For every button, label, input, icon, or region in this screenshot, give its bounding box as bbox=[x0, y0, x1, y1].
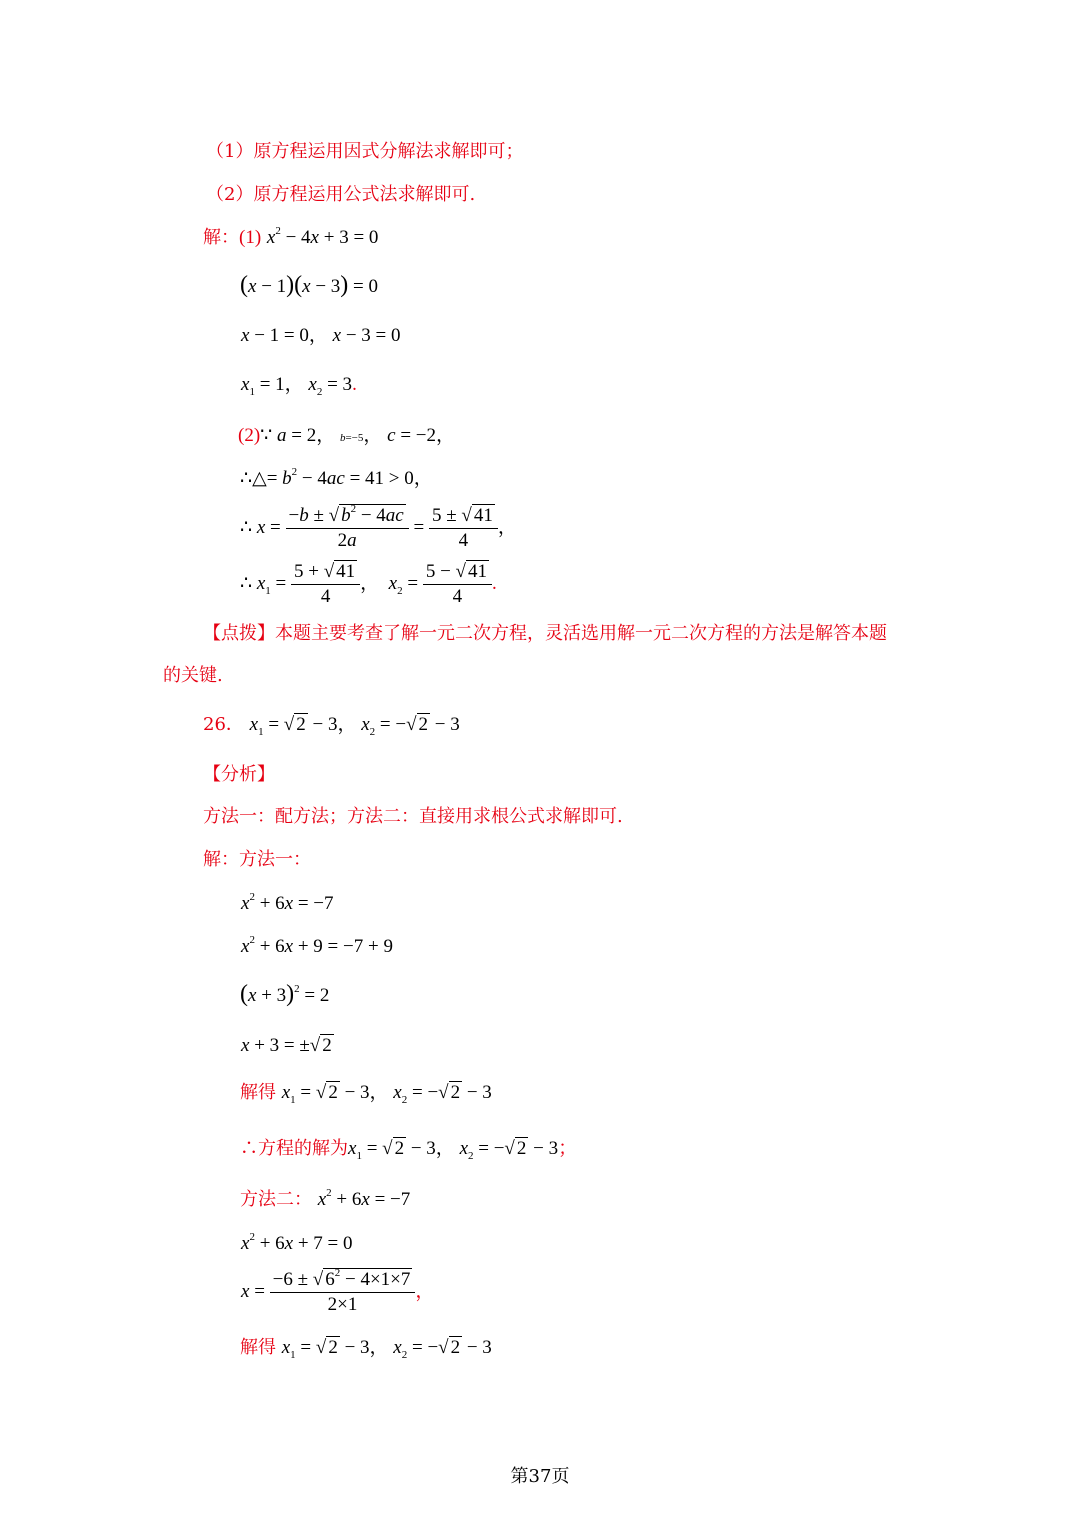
q26-step-6-prefix: ∴方程的解为 bbox=[240, 1138, 348, 1159]
equation-factored: (x − 1)(x − 3) = 0 bbox=[240, 272, 379, 298]
q26-step-4: x + 3 = ±√ 2 bbox=[241, 1035, 332, 1056]
equation-coefficients: (2)∵ a = 2， b=−5， c = −2， bbox=[238, 425, 456, 446]
q26-step-3: $(x + 3)^2 = 2$ bbox=[240, 981, 330, 1007]
q26-number: 26． bbox=[203, 714, 244, 735]
q26-step-7: $x^2 + 6x + 7 = 0$ bbox=[241, 1231, 353, 1254]
q26-method-2-label: 方法二： bbox=[240, 1189, 312, 1210]
q26-analysis-text: 方法一：配方法；方法二：直接用求根公式求解即可. bbox=[203, 806, 623, 827]
equation-factors-zero: x − 1 = 0， x − 3 = 0 bbox=[241, 325, 401, 346]
q26-answer: $x_1$ = √ 2 − 3， $x_2$ = −√ 2 − 3 bbox=[249, 714, 460, 738]
q26-answer-line bbox=[203, 714, 460, 736]
tip-line-2: 的关键. bbox=[163, 665, 223, 686]
tip-line-1 bbox=[203, 623, 887, 645]
part-1-label: (1) bbox=[239, 227, 262, 248]
q26-step-1: $x^2 + 6x = -7$ bbox=[241, 891, 334, 914]
equation-roots-1: $x_1 = 1$， $x_2 = 3$. bbox=[241, 374, 357, 398]
tip-label: 【点拨】 bbox=[203, 623, 275, 644]
q26-step-5: 解得 $x_1$ = √ 2 − 3， $x_2$ = −√ 2 − 3 bbox=[240, 1082, 492, 1106]
q26-step-5-prefix: 解得 bbox=[240, 1082, 276, 1103]
equation-quadratic-formula: ∴ x = $\frac{-b \pm √ b^2 - 4ac}{2a}$ = $\frac{5 \pm √ 41}{4}$ ， bbox=[240, 503, 517, 551]
q26-step-8: x = $\frac{-6 \pm √ 6^2 - 4\times 1\times 7}{2\times 1}$ ， bbox=[241, 1267, 435, 1315]
analysis-line-2: （2）原方程运用公式法求解即可. bbox=[206, 184, 476, 205]
tip-text-1: 本题主要考查了解一元二次方程，灵活选用解一元二次方程的方法是解答本题 bbox=[275, 623, 887, 644]
analysis-line-1: （1）原方程运用因式分解法求解即可； bbox=[206, 141, 524, 162]
q26-step-9: 解得 $x_1$ = √ 2 − 3， $x_2$ = −√ 2 − 3 bbox=[240, 1337, 492, 1361]
part-2-label: (2) bbox=[238, 425, 261, 446]
q26-method-2: 方法二： $x^2 + 6x = -7$ bbox=[240, 1187, 411, 1210]
solution-head: 解： bbox=[203, 227, 239, 248]
q26-step-2: $x^2 + 6x + 9 = -7 + 9$ bbox=[241, 934, 393, 957]
equation-discriminant: ∴△= $b^2 - 4ac = 41 > 0$， bbox=[240, 466, 433, 489]
equation-original-1: $x^2 - 4x + 3 = 0$ bbox=[266, 225, 379, 248]
solution-1-line bbox=[203, 227, 378, 249]
q26-analysis-label: 【分析】 bbox=[203, 764, 275, 785]
q26-step-6: ∴方程的解为$x_1$ = √ 2 − 3， $x_2$ = −√ 2 − 3； bbox=[240, 1138, 578, 1162]
q26-step-9-prefix: 解得 bbox=[240, 1337, 276, 1358]
equation-roots-2: ∴ $x_1$ = $\frac{5 + √ 41}{4}$ ， $x_2$ = $\frac{5 - √ 41}{4}$ . bbox=[240, 561, 497, 607]
page-number: 第37页 bbox=[510, 1466, 570, 1487]
q26-solution-head: 解：方法一： bbox=[203, 849, 311, 870]
